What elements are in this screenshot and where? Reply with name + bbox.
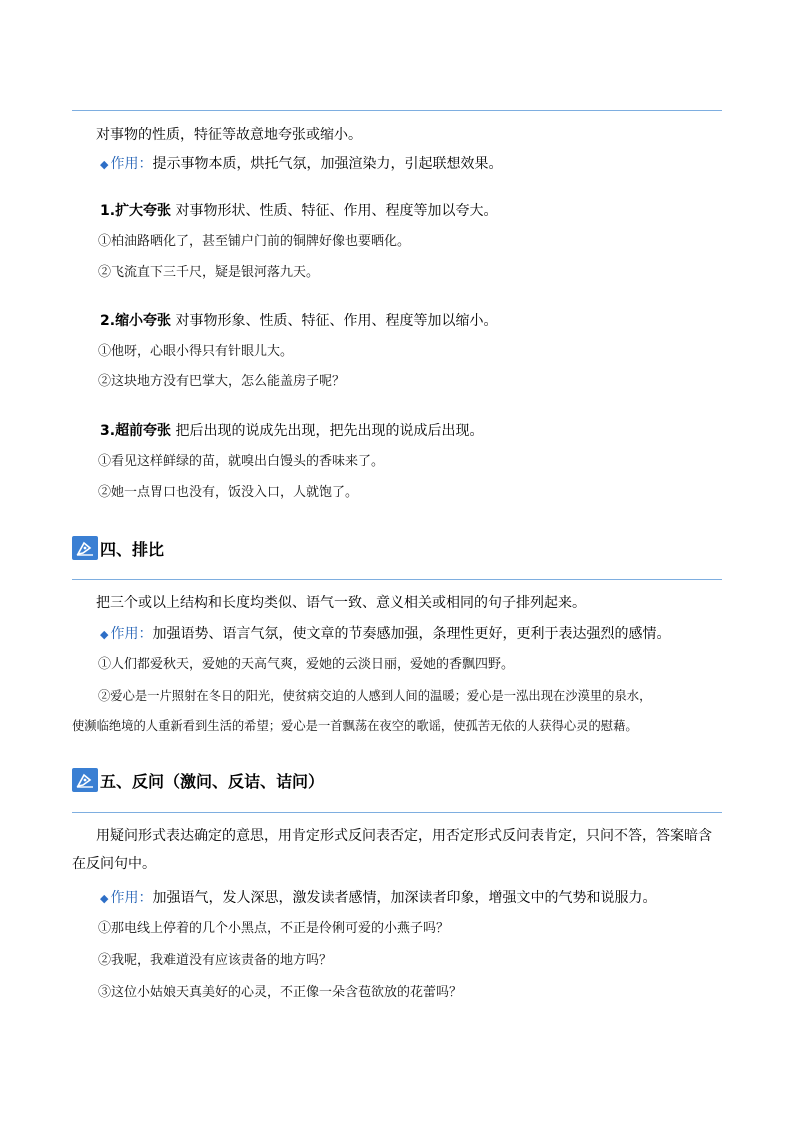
pen-nib-icon [72, 536, 98, 560]
parallelism-definition: 把三个或以上结构和长度均类似、语气一致、意义相关或相同的句子排列起来。 [96, 595, 586, 611]
subsection-desc: 把后出现的说成先出现，把先出现的说成后出现。 [171, 423, 484, 439]
hyperbole-effect [100, 154, 730, 175]
subsection-title: 扩大夸张 [115, 203, 172, 219]
subsection-number: 3. [100, 423, 116, 439]
section-divider [72, 812, 722, 813]
example: ②我呢，我难道没有应该责备的地方吗？ [98, 953, 333, 968]
example: ②这块地方没有巴掌大，怎么能盖房子呢？ [98, 374, 346, 389]
subsection-advance [100, 421, 730, 441]
diamond-icon: ◆ [100, 628, 109, 641]
section-heading-rhetorical-question [72, 767, 324, 793]
example: ①看见这样鲜绿的苗，就嗅出白馒头的香味来了。 [98, 454, 385, 469]
pen-nib-icon [72, 768, 98, 792]
effect-text: 加强语气，发人深思，激发读者感情，加深读者印象，增强文中的气势和说服力。 [152, 890, 657, 906]
example: ①那电线上停着的几个小黑点，不正是伶俐可爱的小燕子吗？ [98, 921, 450, 936]
effect-label: 作用： [110, 156, 153, 172]
subsection-number: 2. [100, 313, 116, 329]
example: ③这位小姑娘天真美好的心灵，不正像一朵含苞欲放的花蕾吗？ [98, 985, 463, 1000]
rhetorical-question-definition: 用疑问形式表达确定的意思，用肯定形式反问表否定，用否定形式反问表肯定，只问不答，答案暗含在反问句中。 [72, 828, 712, 872]
subsection-desc: 对事物形状、性质、特征、作用、程度等加以夸大。 [171, 203, 498, 219]
subsection-title: 超前夸张 [115, 423, 172, 439]
subsection-number: 1. [100, 203, 116, 219]
example: ①他呀，心眼小得只有针眼儿大。 [98, 344, 294, 359]
top-divider [72, 110, 722, 111]
example-continuation: 使濒临绝境的人重新看到生活的希望；爱心是一首飘荡在夜空的歌谣，使孤苦无依的人获得心灵的慰藉。 [72, 719, 638, 733]
example: ①柏油路晒化了，甚至铺户门前的铜牌好像也要晒化。 [98, 234, 411, 249]
example: ②爱心是一片照射在冬日的阳光，使贫病交迫的人感到人间的温暖；爱心是一泓出现在沙漠里的泉水， [98, 689, 652, 703]
example: ②飞流直下三千尺，疑是银河落九天。 [98, 265, 320, 280]
effect-label: 作用： [110, 890, 153, 906]
effect-text: 提示事物本质，烘托气氛，加强渲染力，引起联想效果。 [152, 156, 503, 172]
parallelism-effect [100, 624, 730, 645]
effect-label: 作用： [110, 626, 153, 642]
hyperbole-definition: 对事物的性质，特征等故意地夸张或缩小。 [96, 127, 362, 143]
rhetorical-question-effect [100, 888, 730, 909]
subsection-enlarge [100, 201, 730, 221]
section-divider [72, 579, 722, 580]
diamond-icon: ◆ [100, 892, 109, 905]
section-title: 四、排比 [100, 539, 165, 559]
subsection-title: 缩小夸张 [115, 313, 172, 329]
diamond-icon: ◆ [100, 158, 109, 171]
subsection-shrink [100, 311, 730, 331]
example: ①人们都爱秋天，爱她的天高气爽，爱她的云淡日丽，爱她的香飘四野。 [98, 657, 515, 672]
effect-text: 加强语势、语言气氛，使文章的节奏感加强，条理性更好，更利于表达强烈的感情。 [152, 626, 671, 642]
section-heading-parallelism [72, 535, 164, 561]
section-title: 五、反问（激问、反诘、诘问） [100, 771, 325, 791]
example: ②她一点胃口也没有，饭没入口，人就饱了。 [98, 485, 359, 500]
subsection-desc: 对事物形象、性质、特征、作用、程度等加以缩小。 [171, 313, 498, 329]
